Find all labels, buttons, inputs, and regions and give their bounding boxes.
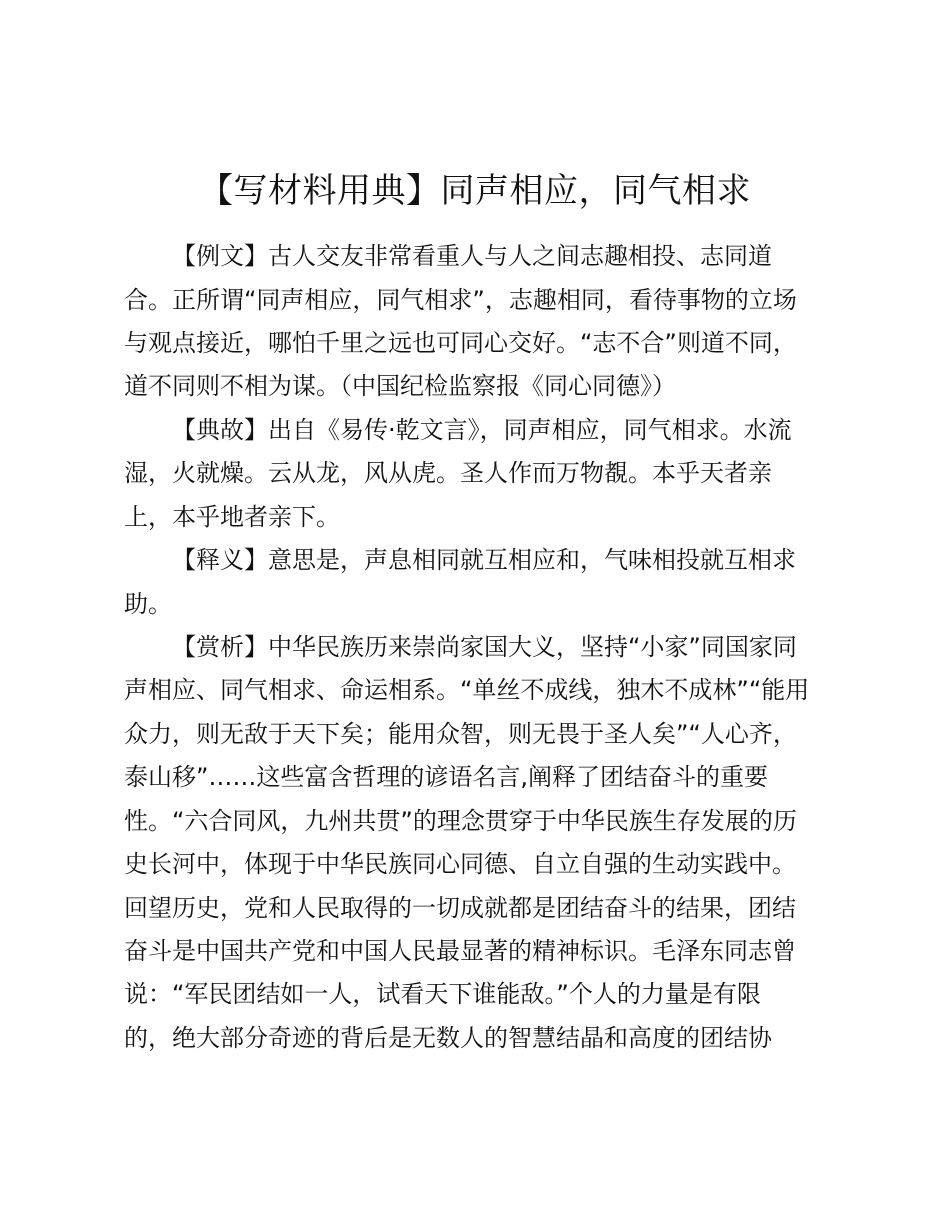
paragraph-line: 与观点接近，哪怕千里之远也可同心交好。“志不合”则道不同， [124,329,797,357]
paragraph-line: 声相应、同气相求、命运相系。“单丝不成线，独木不成林”“能用 [124,676,810,704]
paragraph-line: 合。正所谓“同声相应，同气相求”，志趣相同，看待事物的立场 [124,286,797,314]
paragraph-line: 【例文】古人交友非常看重人与人之间志趣相投、志同道 [172,242,772,270]
paragraph-line: 泰山移”……这些富含哲理的谚语名言,阐释了团结奋斗的重要 [124,763,769,791]
paragraph-line: 道不同则不相为谋。（中国纪检监察报《同心同德》） [124,372,676,400]
document-title: 【写材料用典】同声相应，同气相求 [199,171,751,211]
paragraph-line: 【赏析】中华民族历来崇尚家国大义，坚持“小家”同国家同 [172,633,797,661]
paragraph-line: 助。 [124,590,172,618]
paragraph-line: 说：“军民团结如一人，试看天下谁能敌。”个人的力量是有限 [124,980,761,1008]
paragraph-line: 【释义】意思是，声息相同就互相应和，气味相投就互相求 [172,546,796,574]
paragraph-line: 【典故】出自《易传·乾文言》，同声相应，同气相求。水流 [172,416,792,444]
paragraph-line: 性。“六合同风，九州共贯”的理念贯穿于中华民族生存发展的历 [124,807,797,835]
paragraph-line: 的，绝大部分奇迹的背后是无数人的智慧结晶和高度的团结协 [124,1024,772,1052]
paragraph-line: 奋斗是中国共产党和中国人民最显著的精神标识。毛泽东同志曾 [124,937,796,965]
paragraph-line: 湿，火就燥。云从龙，风从虎。圣人作而万物覩。本乎天者亲 [124,459,772,487]
paragraph-line: 史长河中，体现于中华民族同心同德、自立自强的生动实践中。 [124,850,796,878]
paragraph-line: 众力，则无敌于天下矣；能用众智，则无畏于圣人矣”“人心齐， [124,720,797,748]
paragraph-line: 上，本乎地者亲下。 [124,503,340,531]
paragraph-line: 回望历史，党和人民取得的一切成就都是团结奋斗的结果，团结 [124,894,796,922]
